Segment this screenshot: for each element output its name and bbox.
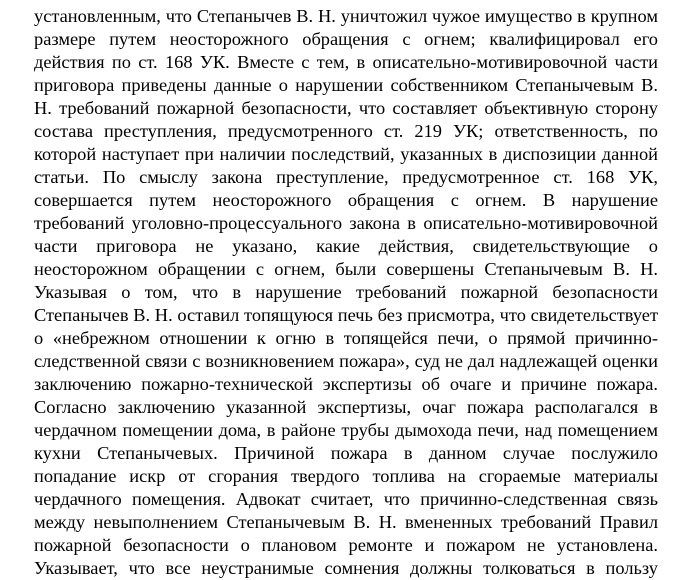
- text-line: Согласно заключению указанной экспертизы, очаг пожара располагался в: [34, 397, 658, 417]
- text-line: состава преступления, предусмотренного ст. 219 УК; ответственность, по: [34, 121, 658, 141]
- text-line: части приговора не указано, какие действия, свидетельствующие о: [34, 236, 658, 256]
- text-line: следственной связи с возникновением пожара», суд не дал надлежащей оценки: [34, 351, 658, 371]
- text-line: размере путем неосторожного обращения с огнем; квалифицировал его: [34, 29, 658, 49]
- text-line: кухни Степанычевых. Причиной пожара в данном случае послужило: [34, 443, 658, 463]
- text-line: неосторожном обращении с огнем, были совершены Степанычевым В. Н.: [34, 259, 658, 279]
- text-line: совершается путем неосторожного обращения с огнем. В нарушение: [34, 190, 658, 210]
- text-line: чердачном помещении дома, в районе трубы дымохода печи, над помещением: [34, 420, 658, 440]
- text-line: пожарной безопасности о плановом ремонте и пожаром не установлена.: [34, 535, 658, 555]
- text-line: о «небрежном отношении к огню в топящейся печи, о прямой причинно-: [34, 328, 658, 348]
- text-line: приговора приведены данные о нарушении собственником Степанычевым В.: [34, 75, 658, 95]
- text-line: требований уголовно-процессуального закона в описательно-мотивировочной: [34, 213, 658, 233]
- text-line: Н. требований пожарной безопасности, что составляет объективную сторону: [34, 98, 658, 118]
- text-line: статьи. По смыслу закона преступление, предусмотренное ст. 168 УК,: [34, 167, 658, 187]
- text-line: Указывает, что все неустранимые сомнения должны толковаться в пользу: [34, 558, 658, 578]
- text-line: между невыполнением Степанычевым В. Н. вмененных требований Правил: [34, 512, 658, 532]
- text-line: которой наступает при наличии последствий, указанных в диспозиции данной: [34, 144, 658, 164]
- text-line: Указывая о том, что в нарушение требований пожарной безопасности: [34, 282, 658, 302]
- text-line: чердачного помещения. Адвокат считает, что причинно-следственная связь: [34, 489, 658, 509]
- text-line: установленным, что Степанычев В. Н. уничтожил чужое имущество в крупном: [34, 6, 658, 26]
- text-line: действия по ст. 168 УК. Вместе с тем, в описательно-мотивировочной части: [34, 52, 658, 72]
- text-line: попадание искр от сгорания твердого топлива на сгораемые материалы: [34, 466, 658, 486]
- text-line: Степанычев В. Н. оставил топящуюся печь без присмотра, что свидетельствует: [34, 305, 658, 325]
- text-line: заключению пожарно-технической экспертизы об очаге и причине пожара.: [34, 374, 658, 394]
